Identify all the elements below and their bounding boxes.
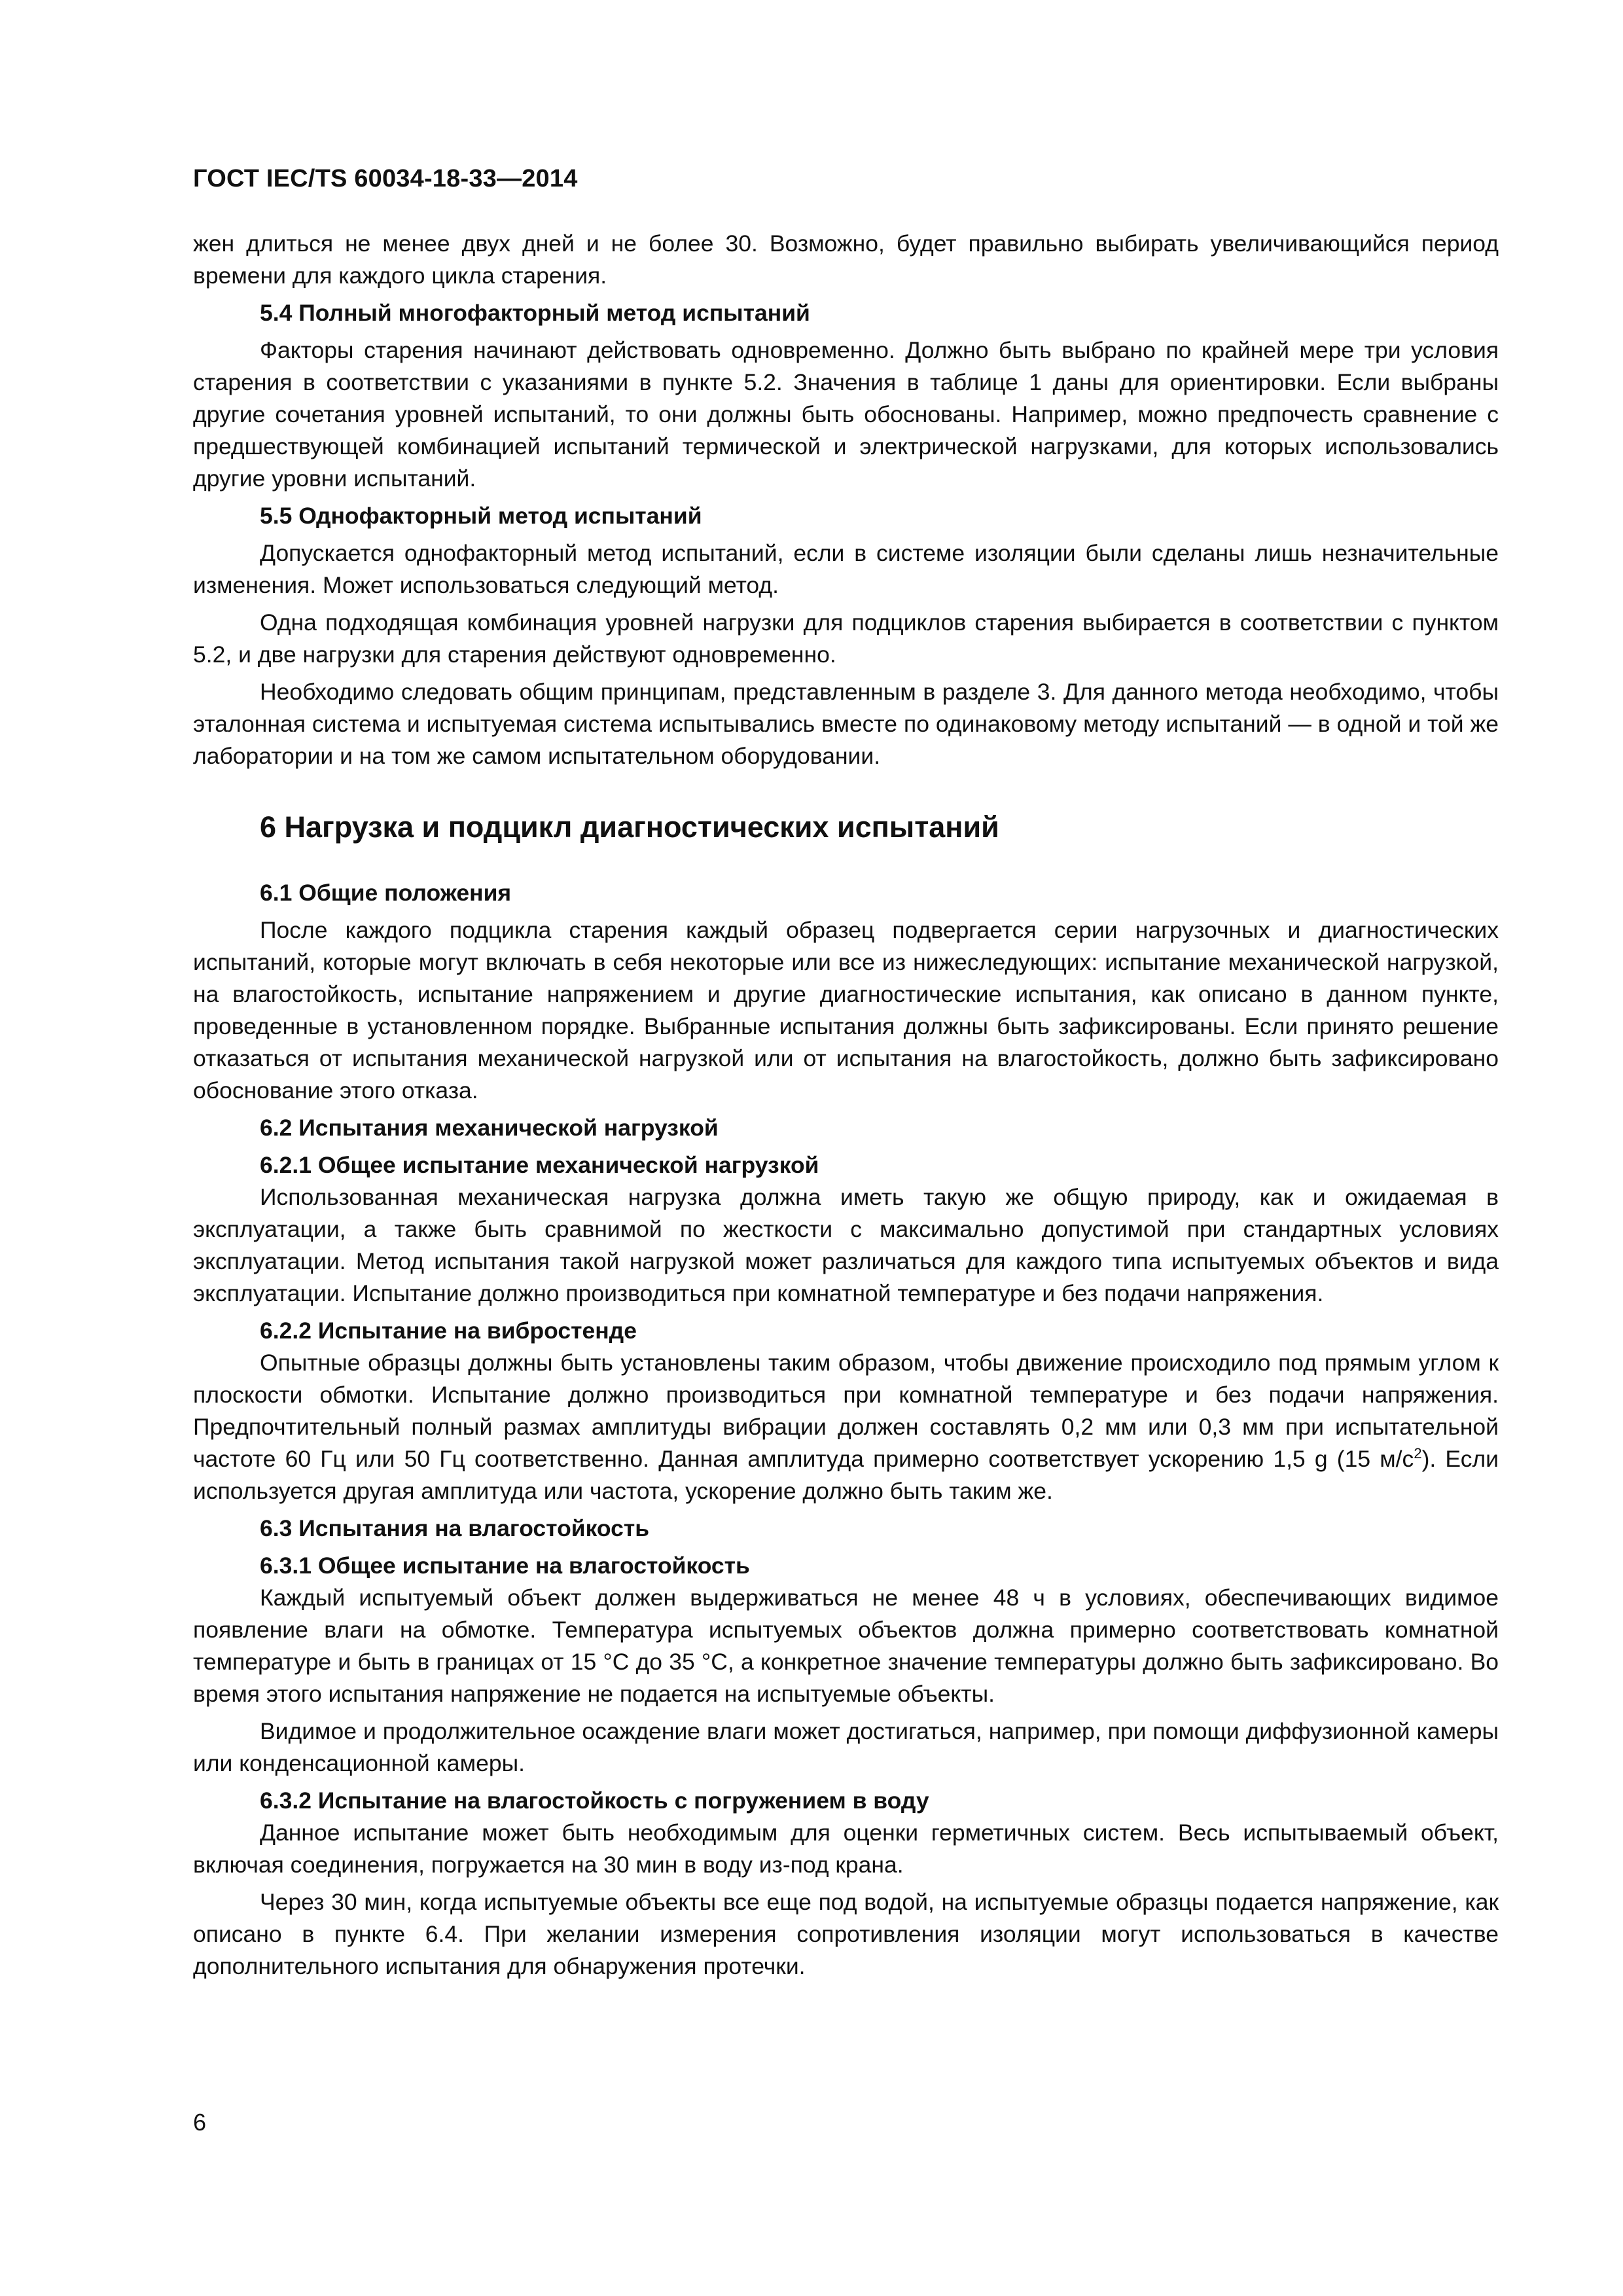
paragraph-5-5-c: Необходимо следовать общим принципам, представленным в разделе 3. Для данного метода необходимо, чтобы эталонная система и испытуемая система испытывались вместе по одинаковому методу испытаний — в одной и той же лаборатории и на том же самом испытательном оборудовании. — [193, 679, 1499, 769]
heading-6-2: 6.2 Испытания механической нагрузкой — [260, 1115, 719, 1141]
paragraph-6-2-2 — [193, 1347, 1499, 1507]
paragraph-continuation: жен длиться не менее двух дней и не более 30. Возможно, будет правильно выбирать увеличивающийся период времени для каждого цикла старения. — [193, 230, 1499, 289]
paragraph-5-5-a: Допускается однофакторный метод испытаний, если в системе изоляции были сделаны лишь незначительные изменения. Может использоваться следующий метод. — [193, 540, 1499, 598]
paragraph-6-2-2-text-end: ). Если используется другая амплитуда или частота, ускорение должно быть таким же. — [193, 1446, 1499, 1504]
page-number: 6 — [193, 2109, 207, 2136]
paragraph-5-5-b: Одна подходящая комбинация уровней нагрузки для подциклов старения выбирается в соответствии с пунктом 5.2, и две нагрузки для старения действуют одновременно. — [193, 609, 1499, 668]
paragraph-6-1: После каждого подцикла старения каждый образец подвергается серии нагрузочных и диагностических испытаний, которые могут включать в себя некоторые или все из нижеследующих: испытание механической нагрузкой, на влагостойкость, испытание напряжением и другие диагностические испытания, как описано в данном пункте, проведенные в установленном порядке. Выбранные испытания должны быть зафиксированы. Если принято решение отказаться от испытания механической нагрузкой или от испытания на влагостойкость, должно быть зафиксировано обоснование этого отказа. — [193, 917, 1499, 1103]
heading-5-5: 5.5 Однофакторный метод испытаний — [260, 503, 702, 529]
paragraph-6-3-2-a: Данное испытание может быть необходимым для оценки герметичных систем. Весь испытываемый объект, включая соединения, погружается на 30 мин в воду из-под крана. — [193, 1820, 1499, 1878]
heading-6-3-1: 6.3.1 Общее испытание на влагостойкость — [260, 1552, 750, 1579]
superscript-2: 2 — [1414, 1445, 1422, 1462]
document-body — [193, 228, 1499, 1988]
paragraph-6-3-2-b: Через 30 мин, когда испытуемые объекты все еще под водой, на испытуемые образцы подается напряжение, как описано в пункте 6.4. При желании измерения сопротивления изоляции могут использоваться в качестве дополнительного испытания для обнаружения протечки. — [193, 1889, 1499, 1979]
heading-6-3-2: 6.3.2 Испытание на влагостойкость с погружением в воду — [260, 1787, 929, 1814]
section-heading-6: 6 Нагрузка и подцикл диагностических испытаний — [260, 810, 999, 844]
paragraph-5-4: Факторы старения начинают действовать одновременно. Должно быть выбрано по крайней мере три условия старения в соответствии с указаниями в пункте 5.2. Значения в таблице 1 даны для ориентировки. Если выбраны другие сочетания уровней испытаний, то они должны быть обоснованы. Например, можно предпочесть сравнение с предшествующей комбинацией испытаний термической и электрической нагрузками, для которых использовались другие уровни испытаний. — [193, 337, 1499, 492]
heading-6-2-2: 6.2.2 Испытание на вибростенде — [260, 1318, 637, 1344]
heading-6-1: 6.1 Общие положения — [260, 880, 512, 906]
paragraph-6-2-2-text: Опытные образцы должны быть установлены таким образом, чтобы движение происходило под прямым углом к плоскости обмотки. Испытание должно производиться при комнатной температуре и без подачи напряжения. Предпочтительный полный размах амплитуды вибрации должен составлять 0,2 мм или 0,3 мм при испытательной частоте 60 Гц или 50 Гц соответственно. Данная амплитуда примерно соответствует ускорению 1,5 g (15 м/с — [193, 1350, 1499, 1472]
heading-5-4: 5.4 Полный многофакторный метод испытаний — [260, 300, 810, 326]
paragraph-6-3-1-a: Каждый испытуемый объект должен выдерживаться не менее 48 ч в условиях, обеспечивающих видимое появление влаги на обмотке. Температура испытуемых объектов должна примерно соответствовать комнатной температуре и быть в границах от 15 °С до 35 °С, а конкретное значение температуры должно быть зафиксировано. Во время этого испытания напряжение не подается на испытуемые объекты. — [193, 1585, 1499, 1707]
heading-6-2-1: 6.2.1 Общее испытание механической нагрузкой — [260, 1152, 819, 1178]
standard-header: ГОСТ IEC/TS 60034-18-33—2014 — [193, 165, 578, 192]
paragraph-6-3-1-b: Видимое и продолжительное осаждение влаги может достигаться, например, при помощи диффузионной камеры или конденсационной камеры. — [193, 1718, 1499, 1776]
paragraph-6-2-1: Использованная механическая нагрузка должна иметь такую же общую природу, как и ожидаемая в эксплуатации, а также быть сравнимой по жесткости с максимально допустимой при стандартных условиях эксплуатации. Метод испытания такой нагрузкой может различаться для каждого типа испытуемых объектов и вида эксплуатации. Испытание должно производиться при комнатной температуре и без подачи напряжения. — [193, 1184, 1499, 1306]
heading-6-3: 6.3 Испытания на влагостойкость — [260, 1515, 650, 1541]
